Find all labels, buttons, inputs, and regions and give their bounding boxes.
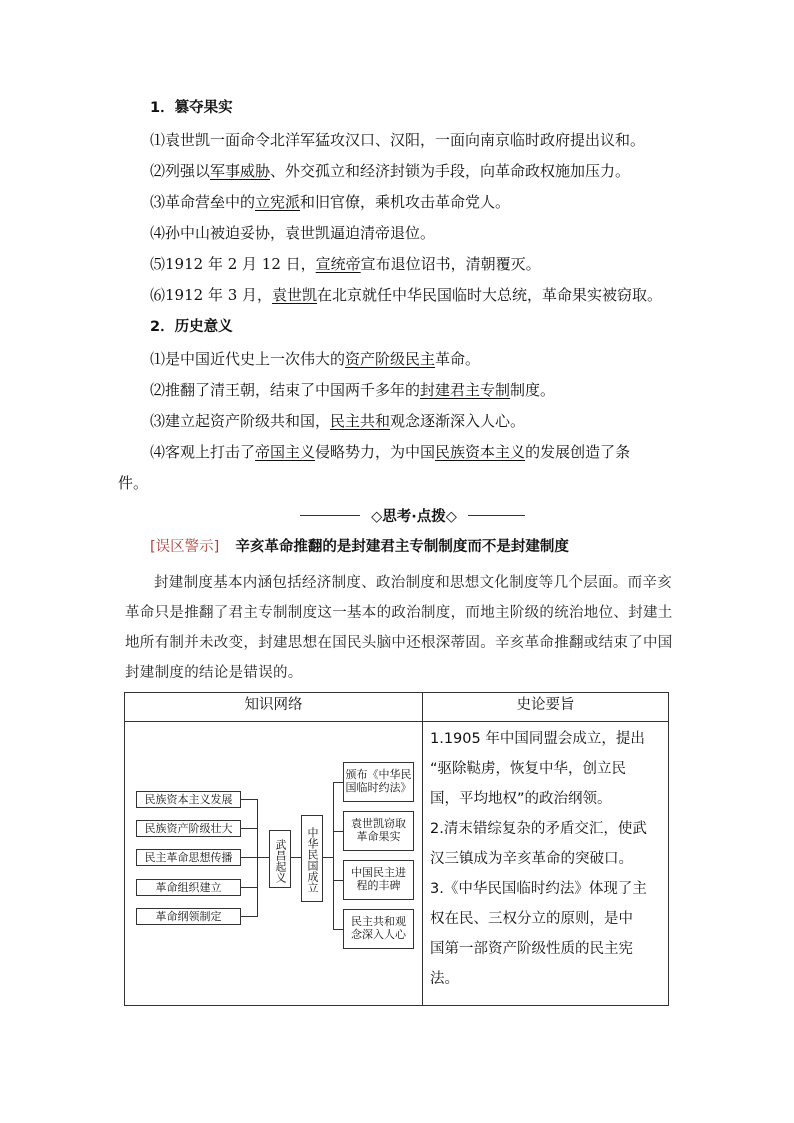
text-span: 侵略势力，为中国 [315,443,436,461]
list-item [150,285,662,305]
text-span: ⑷孙中山被迫妥协，袁世凯逼迫清帝退位。 [150,224,436,242]
text-span: ⑶建立起资产阶级共和国， [150,412,331,430]
list-item [150,380,555,400]
underlined-keyword: 立宪派 [255,193,301,211]
text-span: 的发展创造了条 [525,443,631,461]
knowledge-network-header: 知识网络 [125,693,423,722]
key-point-line: 法。 [430,971,459,987]
result-line: 中国民主进 [351,866,406,879]
list-item [150,161,630,181]
text-span: 宣布退位诏书，清朝覆灭。 [360,255,541,273]
result-box [343,762,414,802]
text-span: ⑹1912 年 3 月， [150,286,273,304]
text-span: ⑶革命营垒中的 [150,193,256,211]
result-line: 程的丰碑 [356,879,401,892]
key-point-line: 国第一部资产阶级性质的民主宪 [430,941,633,957]
result-box [343,811,414,851]
knowledge-network-cell [125,722,423,1006]
key-point-line: 2.清末错综复杂的矛盾交汇，使武 [430,821,647,837]
underlined-keyword: 封建君主专制 [420,381,511,399]
section2-heading: 2．历史意义 [150,319,233,335]
text-span: 在北京就任中华民国临时大总统，革命果实被窃取。 [317,286,663,304]
cause-box: 民主革命思想传播 [136,849,241,866]
text-span: 、外交孤立和经济封锁为手段，向革命政权施加压力。 [270,162,631,180]
text-span: 观念逐渐深入人心。 [390,412,526,430]
divider-label: ◇思考·点拨◇ [371,509,457,525]
think-divider [300,505,525,525]
result-line: 革命果实 [356,830,401,843]
result-line: 袁世凯窃取 [351,817,406,830]
text-span: 件。 [118,474,149,492]
list-item [150,223,435,243]
text-span: ⑷客观上打击了 [150,443,256,461]
result-line: 民主共和观 [351,915,406,928]
list-item [150,442,630,462]
cause-box: 革命组织建立 [136,879,241,896]
underlined-keyword: 军事威胁 [210,162,271,180]
key-points-cell [423,722,669,1006]
key-points-header: 史论要旨 [423,693,669,722]
cause-box: 民族资产阶级壮大 [136,820,241,837]
misconception-tag: [误区警示] [150,539,220,555]
text-span: ⑴袁世凯一面命令北洋军猛攻汉口、汉阳，一面向南京临时政府提出议和。 [150,131,646,149]
list-item [118,473,148,493]
key-point-line: “驱除鞑虏，恢复中华，创立民 [430,761,627,777]
text-span: ⑵推翻了清王朝，结束了中国两千多年的 [150,381,421,399]
misconception-heading: 辛亥革命推翻的是封建君主专制制度而不是封建制度 [235,539,569,555]
result-box [343,860,414,900]
key-point-line: 1.1905 年中国同盟会成立，提出 [430,731,645,747]
result-line: 国临时约法》 [345,781,412,794]
text-span: ⑸1912 年 2 月 12 日， [150,255,316,273]
summary-table [124,692,669,1006]
section1-heading: 1．篡夺果实 [150,100,233,116]
text-span: 革命。 [435,350,481,368]
key-point-line: 国，平均地权”的政治纲领。 [430,791,612,807]
result-line: 颁布《中华民 [345,768,412,781]
result-box [343,909,414,949]
text-span: ⑵列强以 [150,162,211,180]
misconception-title [150,537,569,557]
cause-box: 民族资本主义发展 [136,791,241,808]
knowledge-diagram [125,722,419,1005]
text-span: 制度。 [510,381,556,399]
list-item [150,349,480,369]
underlined-keyword: 民主共和 [330,412,391,430]
list-item [150,192,510,212]
roc-founded-box: 中华民国成立 [301,815,323,902]
wuchang-uprising-box: 武昌起义 [269,830,291,888]
cause-box: 革命纲领制定 [136,908,241,925]
key-point-line: 3.《中华民国临时约法》体现了主 [430,881,647,897]
key-points [423,722,668,994]
underlined-keyword: 袁世凯 [272,286,318,304]
list-item [150,254,541,274]
text-span: 和旧官僚，乘机攻击革命党人。 [300,193,511,211]
result-line: 念深入人心 [351,928,406,941]
underlined-keyword: 帝国主义 [255,443,316,461]
key-point-line: 权在民、三权分立的原则，是中 [430,911,633,927]
text-span: ⑴是中国近代史上一次伟大的 [150,350,346,368]
misconception-text: 封建制度基本内涵包括经济制度、政治制度和思想文化制度等几个层面。而辛亥革命只是推翻了君主专制制度这一基本的政治制度，而地主阶级的统治地位、封建土地所有制并未改变，封建思想在国民头脑中还根深蒂固。辛亥革命推翻或结束了中国封建制度的结论是错误的。 [125,575,673,681]
misconception-body [125,568,675,688]
list-item [150,130,645,150]
underlined-keyword: 宣统帝 [315,255,361,273]
list-item [150,411,525,431]
underlined-keyword: 资产阶级民主 [345,350,436,368]
key-point-line: 汉三镇成为辛亥革命的突破口。 [430,851,633,867]
underlined-keyword: 民族资本主义 [435,443,526,461]
